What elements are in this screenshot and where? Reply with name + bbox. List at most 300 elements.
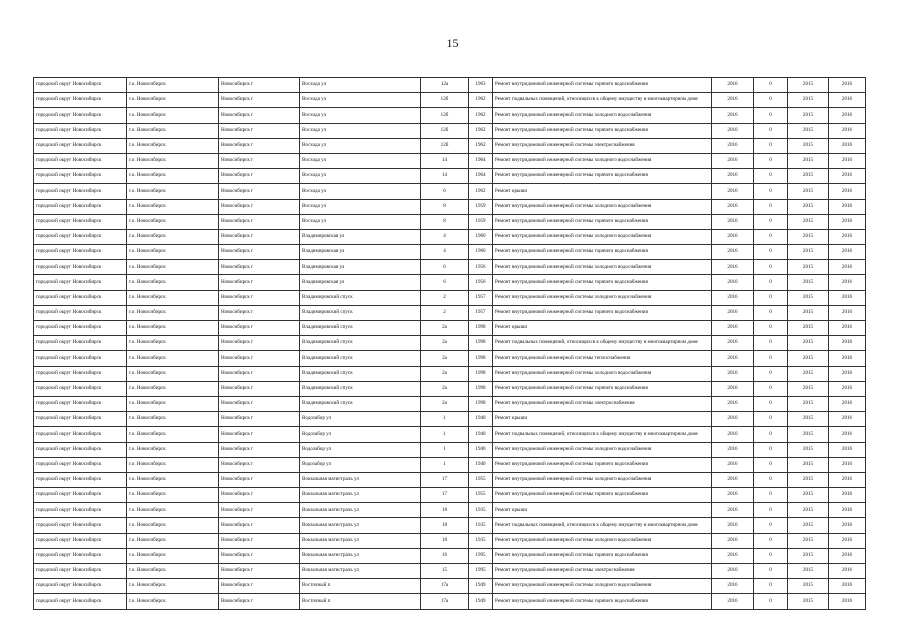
street-cell: Восхода ул <box>300 184 421 199</box>
start-year-cell: 2015 <box>788 123 829 138</box>
plan-year-cell: 2016 <box>712 290 754 305</box>
district-cell: г.о. Новосибирск <box>127 457 219 472</box>
amount-cell: 0 <box>754 366 788 381</box>
build-year-cell: 1957 <box>469 290 493 305</box>
start-year-cell: 2015 <box>788 169 829 184</box>
end-year-cell: 2016 <box>829 245 866 260</box>
end-year-cell: 2016 <box>829 457 866 472</box>
start-year-cell: 2015 <box>788 305 829 320</box>
start-year-cell: 2015 <box>788 245 829 260</box>
amount-cell: 0 <box>754 472 788 487</box>
end-year-cell: 2016 <box>829 488 866 503</box>
work-type-cell: Ремонт крыши <box>493 412 712 427</box>
plan-year-cell: 2016 <box>712 594 754 609</box>
district-cell: г.о. Новосибирск <box>127 533 219 548</box>
city-cell: Новосибирск г <box>219 321 300 336</box>
plan-year-cell: 2016 <box>712 366 754 381</box>
start-year-cell: 2015 <box>788 229 829 244</box>
work-type-cell: Ремонт внутридомовой инженерной системы холодного водоснабжения <box>493 260 712 275</box>
municipality-cell: городской округ Новосибирск <box>34 442 127 457</box>
house-number-cell: 12б <box>421 138 469 153</box>
table-body <box>34 78 866 610</box>
house-number-cell: 6 <box>421 260 469 275</box>
amount-cell: 0 <box>754 321 788 336</box>
street-cell: Восточный п <box>300 579 421 594</box>
work-type-cell: Ремонт внутридомовой инженерной системы холодного водоснабжения <box>493 366 712 381</box>
district-cell: г.о. Новосибирск <box>127 503 219 518</box>
municipality-cell: городской округ Новосибирск <box>34 214 127 229</box>
city-cell: Новосибирск г <box>219 336 300 351</box>
build-year-cell: 1962 <box>469 123 493 138</box>
municipality-cell: городской округ Новосибирск <box>34 260 127 275</box>
plan-year-cell: 2016 <box>712 245 754 260</box>
build-year-cell: 1962 <box>469 93 493 108</box>
work-type-cell: Ремонт внутридомовой инженерной системы холодного водоснабжения <box>493 442 712 457</box>
end-year-cell: 2016 <box>829 533 866 548</box>
end-year-cell: 2016 <box>829 275 866 290</box>
municipality-cell: городской округ Новосибирск <box>34 503 127 518</box>
page-number: 15 <box>446 36 459 50</box>
build-year-cell: 1998 <box>469 381 493 396</box>
house-number-cell: 1 <box>421 427 469 442</box>
plan-year-cell: 2016 <box>712 153 754 168</box>
table-row <box>34 594 866 609</box>
end-year-cell: 2016 <box>829 199 866 214</box>
work-type-cell: Ремонт внутридомовой инженерной системы горячего водоснабжения <box>493 78 712 93</box>
municipality-cell: городской округ Новосибирск <box>34 169 127 184</box>
plan-year-cell: 2016 <box>712 184 754 199</box>
city-cell: Новосибирск г <box>219 275 300 290</box>
plan-year-cell: 2016 <box>712 336 754 351</box>
district-cell: г.о. Новосибирск <box>127 108 219 123</box>
start-year-cell: 2015 <box>788 564 829 579</box>
table-row <box>34 579 866 594</box>
house-number-cell: 12б <box>421 108 469 123</box>
end-year-cell: 2016 <box>829 548 866 563</box>
city-cell: Новосибирск г <box>219 108 300 123</box>
district-cell: г.о. Новосибирск <box>127 412 219 427</box>
work-type-cell: Ремонт внутридомовой инженерной системы горячего водоснабжения <box>493 488 712 503</box>
plan-year-cell: 2016 <box>712 108 754 123</box>
work-type-cell: Ремонт внутридомовой инженерной системы горячего водоснабжения <box>493 594 712 609</box>
end-year-cell: 2016 <box>829 138 866 153</box>
build-year-cell: 1960 <box>469 229 493 244</box>
district-cell: г.о. Новосибирск <box>127 366 219 381</box>
plan-year-cell: 2016 <box>712 169 754 184</box>
end-year-cell: 2016 <box>829 381 866 396</box>
municipality-cell: городской округ Новосибирск <box>34 123 127 138</box>
start-year-cell: 2015 <box>788 184 829 199</box>
amount-cell: 0 <box>754 305 788 320</box>
district-cell: г.о. Новосибирск <box>127 351 219 366</box>
municipality-cell: городской округ Новосибирск <box>34 472 127 487</box>
street-cell: Вокзальная магистраль ул <box>300 503 421 518</box>
table-row <box>34 93 866 108</box>
plan-year-cell: 2016 <box>712 305 754 320</box>
table-row <box>34 260 866 275</box>
district-cell: г.о. Новосибирск <box>127 564 219 579</box>
city-cell: Новосибирск г <box>219 412 300 427</box>
work-type-cell: Ремонт подвальных помещений, относящихся к общему имуществу в многоквартирном доме <box>493 427 712 442</box>
plan-year-cell: 2016 <box>712 457 754 472</box>
district-cell: г.о. Новосибирск <box>127 153 219 168</box>
district-cell: г.о. Новосибирск <box>127 396 219 411</box>
work-type-cell: Ремонт подвальных помещений, относящихся к общему имуществу в многоквартирном доме <box>493 93 712 108</box>
end-year-cell: 2016 <box>829 366 866 381</box>
municipality-cell: городской округ Новосибирск <box>34 381 127 396</box>
city-cell: Новосибирск г <box>219 381 300 396</box>
work-type-cell: Ремонт подвальных помещений, относящихся к общему имуществу в многоквартирном доме <box>493 336 712 351</box>
work-type-cell: Ремонт внутридомовой инженерной системы электроснабжения <box>493 564 712 579</box>
house-number-cell: 17а <box>421 579 469 594</box>
end-year-cell: 2016 <box>829 305 866 320</box>
district-cell: г.о. Новосибирск <box>127 336 219 351</box>
start-year-cell: 2015 <box>788 108 829 123</box>
table-row <box>34 214 866 229</box>
amount-cell: 0 <box>754 275 788 290</box>
amount-cell: 0 <box>754 351 788 366</box>
build-year-cell: 1998 <box>469 351 493 366</box>
street-cell: Вокзальная магистраль ул <box>300 518 421 533</box>
municipality-cell: городской округ Новосибирск <box>34 93 127 108</box>
start-year-cell: 2015 <box>788 290 829 305</box>
street-cell: Восхода ул <box>300 123 421 138</box>
start-year-cell: 2015 <box>788 427 829 442</box>
street-cell: Владимировский спуск <box>300 366 421 381</box>
street-cell: Водозабор ул <box>300 427 421 442</box>
start-year-cell: 2015 <box>788 366 829 381</box>
amount-cell: 0 <box>754 290 788 305</box>
start-year-cell: 2015 <box>788 260 829 275</box>
work-type-cell: Ремонт внутридомовой инженерной системы холодного водоснабжения <box>493 533 712 548</box>
amount-cell: 0 <box>754 199 788 214</box>
work-type-cell: Ремонт внутридомовой инженерной системы горячего водоснабжения <box>493 214 712 229</box>
house-number-cell: 2 <box>421 290 469 305</box>
build-year-cell: 1935 <box>469 518 493 533</box>
district-cell: г.о. Новосибирск <box>127 78 219 93</box>
street-cell: Вокзальная магистраль ул <box>300 533 421 548</box>
build-year-cell: 1963 <box>469 78 493 93</box>
start-year-cell: 2015 <box>788 275 829 290</box>
table-row <box>34 229 866 244</box>
street-cell: Владимировский спуск <box>300 381 421 396</box>
amount-cell: 0 <box>754 564 788 579</box>
street-cell: Владимировский спуск <box>300 396 421 411</box>
work-type-cell: Ремонт крыши <box>493 184 712 199</box>
amount-cell: 0 <box>754 427 788 442</box>
district-cell: г.о. Новосибирск <box>127 548 219 563</box>
house-number-cell: 8 <box>421 214 469 229</box>
end-year-cell: 2016 <box>829 518 866 533</box>
table-row <box>34 548 866 563</box>
house-number-cell: 8 <box>421 199 469 214</box>
table-row <box>34 153 866 168</box>
work-type-cell: Ремонт внутридомовой инженерной системы горячего водоснабжения <box>493 123 712 138</box>
start-year-cell: 2015 <box>788 472 829 487</box>
plan-year-cell: 2016 <box>712 427 754 442</box>
start-year-cell: 2015 <box>788 336 829 351</box>
start-year-cell: 2015 <box>788 412 829 427</box>
work-type-cell: Ремонт внутридомовой инженерной системы горячего водоснабжения <box>493 305 712 320</box>
municipality-cell: городской округ Новосибирск <box>34 518 127 533</box>
amount-cell: 0 <box>754 457 788 472</box>
amount-cell: 0 <box>754 533 788 548</box>
build-year-cell: 1960 <box>469 245 493 260</box>
city-cell: Новосибирск г <box>219 290 300 305</box>
amount-cell: 0 <box>754 579 788 594</box>
city-cell: Новосибирск г <box>219 472 300 487</box>
district-cell: г.о. Новосибирск <box>127 305 219 320</box>
end-year-cell: 2016 <box>829 594 866 609</box>
municipality-cell: городской округ Новосибирск <box>34 351 127 366</box>
city-cell: Новосибирск г <box>219 396 300 411</box>
table-row <box>34 533 866 548</box>
table-row <box>34 427 866 442</box>
street-cell: Восхода ул <box>300 78 421 93</box>
amount-cell: 0 <box>754 412 788 427</box>
end-year-cell: 2016 <box>829 351 866 366</box>
city-cell: Новосибирск г <box>219 199 300 214</box>
plan-year-cell: 2016 <box>712 488 754 503</box>
city-cell: Новосибирск г <box>219 245 300 260</box>
build-year-cell: 1959 <box>469 214 493 229</box>
amount-cell: 0 <box>754 153 788 168</box>
build-year-cell: 1995 <box>469 564 493 579</box>
amount-cell: 0 <box>754 442 788 457</box>
house-number-cell: 15 <box>421 564 469 579</box>
amount-cell: 0 <box>754 138 788 153</box>
street-cell: Владимировский спуск <box>300 321 421 336</box>
build-year-cell: 1998 <box>469 366 493 381</box>
house-number-cell: 1 <box>421 442 469 457</box>
start-year-cell: 2015 <box>788 457 829 472</box>
municipality-cell: городской округ Новосибирск <box>34 229 127 244</box>
build-year-cell: 1959 <box>469 199 493 214</box>
street-cell: Водозабор ул <box>300 457 421 472</box>
work-type-cell: Ремонт внутридомовой инженерной системы горячего водоснабжения <box>493 548 712 563</box>
house-number-cell: 2а <box>421 381 469 396</box>
plan-year-cell: 2016 <box>712 321 754 336</box>
amount-cell: 0 <box>754 503 788 518</box>
house-number-cell: 2а <box>421 321 469 336</box>
amount-cell: 0 <box>754 260 788 275</box>
city-cell: Новосибирск г <box>219 488 300 503</box>
district-cell: г.о. Новосибирск <box>127 275 219 290</box>
street-cell: Водозабор ул <box>300 412 421 427</box>
table-row <box>34 78 866 93</box>
street-cell: Восхода ул <box>300 93 421 108</box>
plan-year-cell: 2016 <box>712 260 754 275</box>
build-year-cell: 1940 <box>469 412 493 427</box>
city-cell: Новосибирск г <box>219 214 300 229</box>
table-row <box>34 366 866 381</box>
city-cell: Новосибирск г <box>219 229 300 244</box>
table-row <box>34 245 866 260</box>
plan-year-cell: 2016 <box>712 472 754 487</box>
street-cell: Восхода ул <box>300 108 421 123</box>
end-year-cell: 2016 <box>829 503 866 518</box>
street-cell: Восточный п <box>300 594 421 609</box>
work-type-cell: Ремонт внутридомовой инженерной системы холодного водоснабжения <box>493 229 712 244</box>
amount-cell: 0 <box>754 381 788 396</box>
street-cell: Восхода ул <box>300 199 421 214</box>
work-type-cell: Ремонт крыши <box>493 503 712 518</box>
table-row <box>34 503 866 518</box>
municipality-cell: городской округ Новосибирск <box>34 427 127 442</box>
house-number-cell: 2а <box>421 366 469 381</box>
street-cell: Вокзальная магистраль ул <box>300 488 421 503</box>
plan-year-cell: 2016 <box>712 533 754 548</box>
house-number-cell: 18 <box>421 518 469 533</box>
house-number-cell: 18 <box>421 533 469 548</box>
house-number-cell: 17а <box>421 594 469 609</box>
start-year-cell: 2015 <box>788 214 829 229</box>
build-year-cell: 1949 <box>469 594 493 609</box>
work-type-cell: Ремонт внутридомовой инженерной системы горячего водоснабжения <box>493 275 712 290</box>
work-type-cell: Ремонт внутридомовой инженерной системы холодного водоснабжения <box>493 108 712 123</box>
amount-cell: 0 <box>754 93 788 108</box>
end-year-cell: 2016 <box>829 412 866 427</box>
table-row <box>34 305 866 320</box>
house-number-cell: 6 <box>421 275 469 290</box>
table-row <box>34 351 866 366</box>
city-cell: Новосибирск г <box>219 518 300 533</box>
amount-cell: 0 <box>754 488 788 503</box>
build-year-cell: 1962 <box>469 138 493 153</box>
district-cell: г.о. Новосибирск <box>127 472 219 487</box>
table-row <box>34 442 866 457</box>
amount-cell: 0 <box>754 396 788 411</box>
table-row <box>34 488 866 503</box>
street-cell: Восхода ул <box>300 169 421 184</box>
end-year-cell: 2016 <box>829 78 866 93</box>
work-type-cell: Ремонт внутридомовой инженерной системы холодного водоснабжения <box>493 472 712 487</box>
municipality-cell: городской округ Новосибирск <box>34 366 127 381</box>
city-cell: Новосибирск г <box>219 457 300 472</box>
build-year-cell: 1935 <box>469 503 493 518</box>
street-cell: Владимировский спуск <box>300 290 421 305</box>
build-year-cell: 1962 <box>469 108 493 123</box>
plan-year-cell: 2016 <box>712 564 754 579</box>
district-cell: г.о. Новосибирск <box>127 488 219 503</box>
work-type-cell: Ремонт внутридомовой инженерной системы горячего водоснабжения <box>493 169 712 184</box>
city-cell: Новосибирск г <box>219 579 300 594</box>
end-year-cell: 2016 <box>829 427 866 442</box>
build-year-cell: 1955 <box>469 488 493 503</box>
street-cell: Водозабор ул <box>300 442 421 457</box>
build-year-cell: 1940 <box>469 427 493 442</box>
house-number-cell: 16 <box>421 548 469 563</box>
municipality-cell: городской округ Новосибирск <box>34 579 127 594</box>
plan-year-cell: 2016 <box>712 138 754 153</box>
district-cell: г.о. Новосибирск <box>127 214 219 229</box>
house-number-cell: 12б <box>421 93 469 108</box>
district-cell: г.о. Новосибирск <box>127 169 219 184</box>
work-type-cell: Ремонт внутридомовой инженерной системы холодного водоснабжения <box>493 153 712 168</box>
build-year-cell: 1964 <box>469 153 493 168</box>
start-year-cell: 2015 <box>788 518 829 533</box>
municipality-cell: городской округ Новосибирск <box>34 153 127 168</box>
build-year-cell: 1956 <box>469 275 493 290</box>
house-number-cell: 4 <box>421 229 469 244</box>
work-type-cell: Ремонт внутридомовой инженерной системы электроснабжения <box>493 396 712 411</box>
end-year-cell: 2016 <box>829 93 866 108</box>
end-year-cell: 2016 <box>829 564 866 579</box>
street-cell: Восхода ул <box>300 153 421 168</box>
city-cell: Новосибирск г <box>219 305 300 320</box>
build-year-cell: 1940 <box>469 457 493 472</box>
city-cell: Новосибирск г <box>219 533 300 548</box>
table-row <box>34 123 866 138</box>
table-row <box>34 290 866 305</box>
district-cell: г.о. Новосибирск <box>127 594 219 609</box>
street-cell: Владимировский спуск <box>300 305 421 320</box>
municipality-cell: городской округ Новосибирск <box>34 290 127 305</box>
table-row <box>34 412 866 427</box>
work-type-cell: Ремонт внутридомовой инженерной системы горячего водоснабжения <box>493 245 712 260</box>
start-year-cell: 2015 <box>788 442 829 457</box>
municipality-cell: городской округ Новосибирск <box>34 488 127 503</box>
end-year-cell: 2016 <box>829 214 866 229</box>
district-cell: г.о. Новосибирск <box>127 518 219 533</box>
build-year-cell: 1962 <box>469 184 493 199</box>
start-year-cell: 2015 <box>788 533 829 548</box>
amount-cell: 0 <box>754 548 788 563</box>
plan-year-cell: 2016 <box>712 229 754 244</box>
build-year-cell: 1957 <box>469 305 493 320</box>
start-year-cell: 2015 <box>788 199 829 214</box>
table-row <box>34 457 866 472</box>
house-number-cell: 12б <box>421 123 469 138</box>
work-type-cell: Ремонт внутридомовой инженерной системы холодного водоснабжения <box>493 199 712 214</box>
district-cell: г.о. Новосибирск <box>127 138 219 153</box>
work-type-cell: Ремонт внутридомовой инженерной системы электроснабжения <box>493 138 712 153</box>
end-year-cell: 2016 <box>829 336 866 351</box>
start-year-cell: 2015 <box>788 594 829 609</box>
house-number-cell: 17 <box>421 488 469 503</box>
start-year-cell: 2015 <box>788 321 829 336</box>
city-cell: Новосибирск г <box>219 366 300 381</box>
start-year-cell: 2015 <box>788 503 829 518</box>
house-number-cell: 2а <box>421 336 469 351</box>
municipality-cell: городской округ Новосибирск <box>34 184 127 199</box>
street-cell: Владимировская ул <box>300 260 421 275</box>
work-type-cell: Ремонт крыши <box>493 321 712 336</box>
build-year-cell: 1995 <box>469 548 493 563</box>
municipality-cell: городской округ Новосибирск <box>34 396 127 411</box>
table-row <box>34 138 866 153</box>
municipality-cell: городской округ Новосибирск <box>34 412 127 427</box>
municipality-cell: городской округ Новосибирск <box>34 108 127 123</box>
table-row <box>34 396 866 411</box>
district-cell: г.о. Новосибирск <box>127 260 219 275</box>
house-number-cell: 2а <box>421 396 469 411</box>
table-row <box>34 381 866 396</box>
district-cell: г.о. Новосибирск <box>127 321 219 336</box>
start-year-cell: 2015 <box>788 548 829 563</box>
municipality-cell: городской округ Новосибирск <box>34 594 127 609</box>
city-cell: Новосибирск г <box>219 503 300 518</box>
table-row <box>34 472 866 487</box>
end-year-cell: 2016 <box>829 472 866 487</box>
street-cell: Владимировский спуск <box>300 351 421 366</box>
start-year-cell: 2015 <box>788 381 829 396</box>
house-number-cell: 2а <box>421 351 469 366</box>
table-row <box>34 108 866 123</box>
street-cell: Вокзальная магистраль ул <box>300 564 421 579</box>
end-year-cell: 2016 <box>829 442 866 457</box>
city-cell: Новосибирск г <box>219 351 300 366</box>
